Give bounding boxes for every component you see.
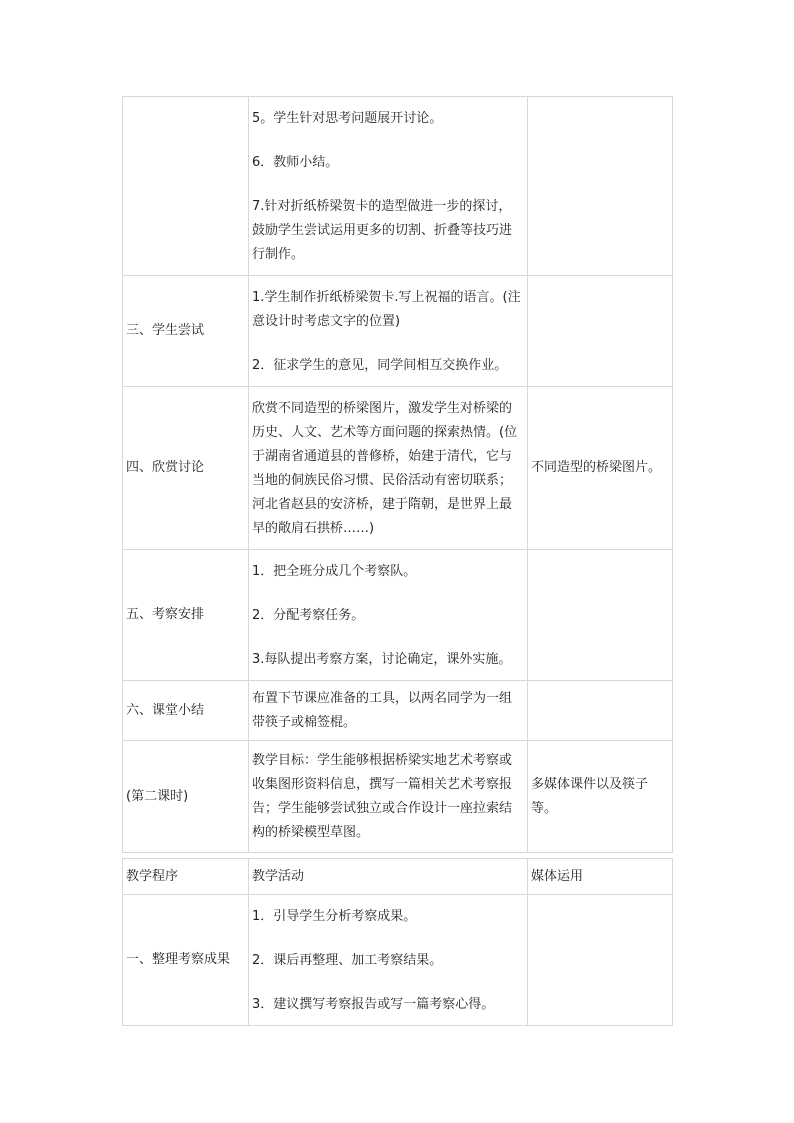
activity-cell — [249, 741, 528, 853]
activity-paragraph: 6．教师小结。 — [252, 155, 339, 170]
activity-paragraph: 欣赏不同造型的桥梁图片，激发学生对桥梁的历史、人文、艺术等方面问题的探索热情。(位于湖南省通道县的普修桥，始建于清代，它与当地的侗族民俗习惯、民俗活动有密切联系；河北省赵县的安济桥，建于隋朝，是世界上最早的敞肩石拱桥……) — [252, 401, 518, 536]
table-row — [123, 276, 673, 387]
media-cell — [528, 895, 673, 1026]
stage-cell — [123, 97, 249, 276]
table-row — [123, 97, 673, 276]
activity-paragraph: 2．分配考察任务。 — [252, 608, 365, 623]
stage-cell: 一、整理考察成果 — [123, 895, 249, 1026]
stage-cell: 四、欣赏讨论 — [123, 387, 249, 550]
table-row — [123, 895, 673, 1026]
activity-paragraph: 布置下节课应准备的工具，以两名同学为一组带筷子或棉签棍。 — [252, 690, 513, 730]
media-cell: 不同造型的桥梁图片。 — [528, 387, 673, 550]
lesson-plan-table-continued — [122, 96, 673, 853]
stage-cell: 三、学生尝试 — [123, 276, 249, 387]
activity-paragraph: 3．建议撰写考察报告或写一篇考察心得。 — [252, 997, 495, 1012]
activity-paragraph: 1．把全班分成几个考察队。 — [252, 564, 417, 579]
column-header-media: 媒体运用 — [528, 859, 673, 895]
activity-cell — [249, 550, 528, 681]
activity-cell — [249, 681, 528, 741]
activity-paragraph: 1．引导学生分析考察成果。 — [252, 909, 417, 924]
activity-paragraph: 7.针对折纸桥梁贺卡的造型做进一步的探讨，鼓励学生尝试运用更多的切割、折叠等技巧进行制作。 — [252, 199, 513, 262]
activity-paragraph: 2．课后再整理、加工考察结果。 — [252, 953, 443, 968]
lesson-plan-table — [122, 858, 673, 1026]
stage-cell: 五、考察安排 — [123, 550, 249, 681]
media-cell: 多媒体课件以及筷子等。 — [528, 741, 673, 853]
activity-paragraph: 2．征求学生的意见，同学间相互交换作业。 — [252, 358, 508, 373]
stage-cell: (第二课时) — [123, 741, 249, 853]
activity-cell — [249, 97, 528, 276]
header-row — [123, 859, 673, 895]
media-cell — [528, 97, 673, 276]
activity-paragraph: 5。学生针对思考问题展开讨论。 — [252, 111, 443, 126]
table-row — [123, 681, 673, 741]
media-cell — [528, 550, 673, 681]
table-row — [123, 550, 673, 681]
activity-cell — [249, 387, 528, 550]
activity-cell — [249, 895, 528, 1026]
media-cell — [528, 681, 673, 741]
column-header-activities: 教学活动 — [249, 859, 528, 895]
activity-paragraph: 1.学生制作折纸桥梁贺卡.写上祝福的语言。(注意设计时考虑文字的位置) — [252, 290, 521, 329]
activity-paragraph: 教学目标：学生能够根据桥梁实地艺术考察或收集图形资料信息，撰写一篇相关艺术考察报告；学生能够尝试独立或合作设计一座拉索结构的桥梁模型草图。 — [252, 752, 513, 840]
activity-cell — [249, 276, 528, 387]
table-row — [123, 741, 673, 853]
activity-paragraph: 3.每队提出考察方案，讨论确定，课外实施。 — [252, 652, 512, 667]
stage-cell: 六、课堂小结 — [123, 681, 249, 741]
table-row — [123, 387, 673, 550]
media-cell — [528, 276, 673, 387]
column-header-stage: 教学程序 — [123, 859, 249, 895]
